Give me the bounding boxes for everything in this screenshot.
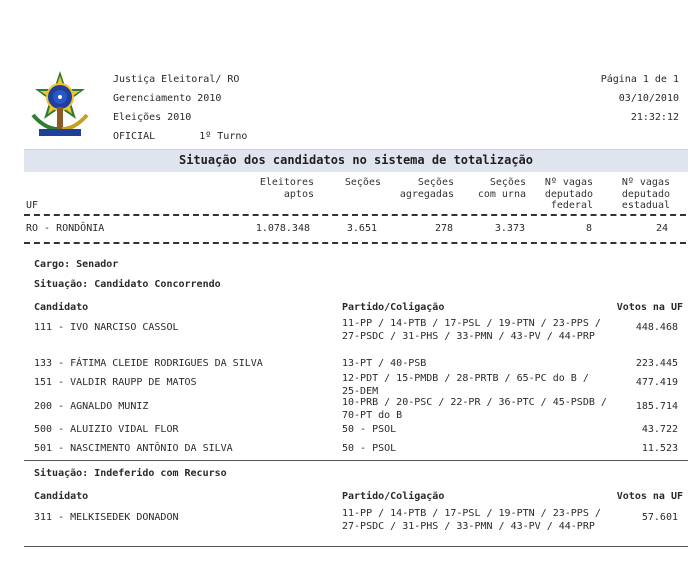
candidate-party: 50 - PSOL [342,424,397,435]
report-title: Situação dos candidatos no sistema de totalização [178,153,533,167]
candidate-votes: 43.722 [641,424,678,435]
candidate-name: 311 - MELKISEDEK DONADON [34,512,179,523]
cargo-label: Cargo: Senador [34,259,119,270]
situacao-concorrendo: Situação: Candidato Concorrendo [34,279,221,290]
section-divider [24,546,688,547]
candidate-party: 11-PP / 14-PTB / 17-PSL / 19-PTN / 23-PPS / 27-PSDC / 31-PHS / 33-PMN / 43-PV / 44-PRP [342,508,601,532]
org-name: Justiça Eleitoral/ RO [113,74,240,85]
summary-eleitores: 1.078.348 [255,223,310,234]
section-divider [24,460,688,461]
round-label: 1º Turno [199,131,248,142]
col-partido: Partido/Coligação [342,491,445,502]
report-header-left [113,70,247,146]
candidate-party: 12-PDT / 15-PMDB / 28-PRTB / 65-PC do B / 25-DEM [342,373,589,397]
col-candidato: Candidato [34,302,89,313]
page-number: Página 1 de 1 [600,74,679,85]
col-vagas-estadual: Nº vagas deputado estadual [621,177,670,211]
summary-uf: RO - RONDÔNIA [26,223,105,234]
col-eleitores: Eleitores aptos [259,177,314,200]
candidate-party: 10-PRB / 20-PSC / 22-PR / 36-PTC / 45-PSDB / 70-PT do B [342,397,607,421]
col-votos: Votos na UF [616,491,683,502]
candidate-votes: 448.468 [635,322,678,333]
col-uf: UF [26,200,39,211]
candidate-votes: 477.419 [635,377,678,388]
situacao-indeferido: Situação: Indeferido com Recurso [34,468,227,479]
summary-estadual: 24 [655,223,668,234]
report-time: 21:32:12 [630,112,679,123]
col-urna: Seções com urna [477,177,526,200]
divider [24,242,686,244]
summary-secoes: 3.651 [346,223,377,234]
report-date: 03/10/2010 [618,93,679,104]
col-agregadas: Seções agregadas [399,177,454,200]
candidate-name: 133 - FÁTIMA CLEIDE RODRIGUES DA SILVA [34,358,263,369]
candidate-name: 500 - ALUIZIO VIDAL FLOR [34,424,179,435]
candidate-name: 111 - IVO NARCISO CASSOL [34,322,179,333]
candidate-votes: 185.714 [635,401,678,412]
candidate-votes: 11.523 [641,443,678,454]
divider [24,214,686,216]
col-secoes: Seções [344,177,381,188]
system-name: Gerenciamento 2010 [113,93,222,104]
candidate-votes: 57.601 [641,512,678,523]
report-title-bar [24,149,688,172]
candidate-party: 11-PP / 14-PTB / 17-PSL / 19-PTN / 23-PPS / 27-PSDC / 31-PHS / 33-PMN / 43-PV / 44-PRP [342,318,601,342]
candidate-party: 13-PT / 40-PSB [342,358,427,369]
status-label: OFICIAL [113,131,156,142]
candidate-name: 200 - AGNALDO MUNIZ [34,401,149,412]
election-name: Eleições 2010 [113,112,192,123]
summary-federal: 8 [585,223,592,234]
candidate-name: 501 - NASCIMENTO ANTÔNIO DA SILVA [34,443,233,454]
summary-agregadas: 278 [434,223,453,234]
col-partido: Partido/Coligação [342,302,445,313]
col-candidato: Candidato [34,491,89,502]
summary-urna: 3.373 [494,223,525,234]
candidate-votes: 223.445 [635,358,678,369]
col-vagas-federal: Nº vagas deputado federal [544,177,593,211]
candidate-party: 50 - PSOL [342,443,397,454]
coat-of-arms-emblem [25,69,95,141]
report-header-right [601,70,679,127]
candidate-name: 151 - VALDIR RAUPP DE MATOS [34,377,197,388]
status-line [113,127,247,146]
col-votos: Votos na UF [616,302,683,313]
